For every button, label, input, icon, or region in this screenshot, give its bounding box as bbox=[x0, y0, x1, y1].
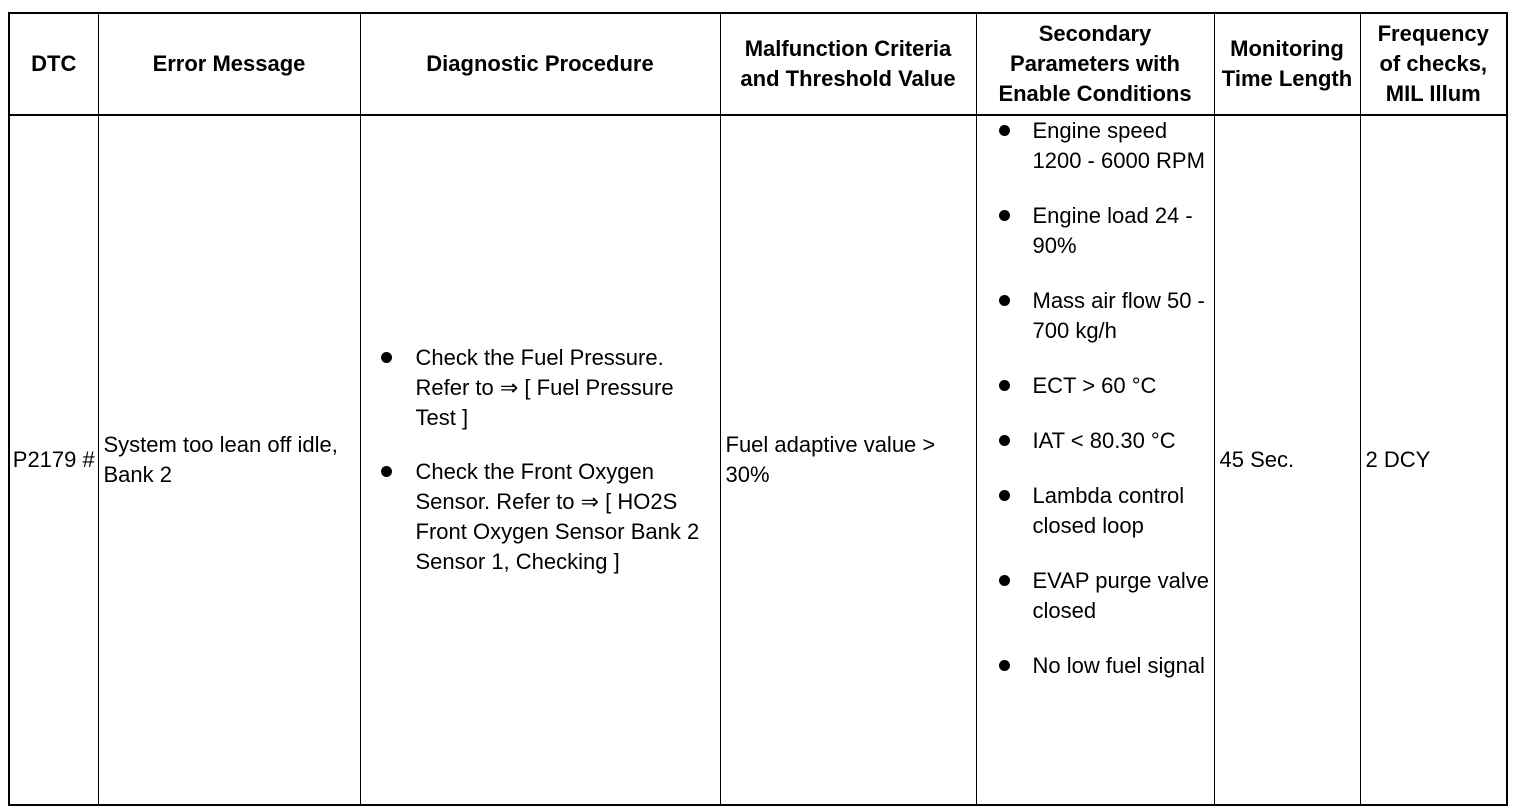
parameter-text: Lambda control closed loop bbox=[1032, 483, 1185, 538]
list-item bbox=[999, 566, 1210, 626]
list-item bbox=[999, 286, 1210, 346]
table-row bbox=[9, 115, 1507, 805]
bullet-icon bbox=[381, 466, 392, 477]
diagnostic-procedure-cell bbox=[360, 115, 720, 805]
bullet-icon bbox=[999, 435, 1010, 446]
parameter-text: IAT < 80.30 °C bbox=[1032, 428, 1176, 453]
procedure-text: Check the Front Oxygen Sensor. Refer to ⇒ [ HO2S Front Oxygen Sensor Bank 2 Sensor 1, Checking ] bbox=[415, 459, 700, 574]
secondary-parameters-cell bbox=[976, 115, 1214, 805]
parameter-text: Engine speed 1200 - 6000 RPM bbox=[1032, 118, 1205, 173]
dtc-table bbox=[8, 12, 1508, 806]
bullet-icon bbox=[999, 380, 1010, 391]
list-item bbox=[999, 116, 1210, 176]
bullet-icon bbox=[999, 575, 1010, 586]
list-item bbox=[999, 201, 1210, 261]
dtc-code: P2179 # bbox=[9, 115, 98, 805]
list-item bbox=[999, 426, 1210, 456]
parameter-text: Engine load 24 - 90% bbox=[1032, 203, 1193, 258]
header-error-message: Error Message bbox=[98, 13, 360, 115]
secondary-parameters-list bbox=[999, 116, 1210, 681]
bullet-icon bbox=[999, 125, 1010, 136]
parameter-text: EVAP purge valve closed bbox=[1032, 568, 1210, 623]
bullet-icon bbox=[999, 295, 1010, 306]
list-item bbox=[381, 457, 716, 577]
bullet-icon bbox=[999, 210, 1010, 221]
header-secondary-parameters: Secondary Parameters with Enable Conditions bbox=[976, 13, 1214, 115]
parameter-text: ECT > 60 °C bbox=[1032, 373, 1157, 398]
malfunction-criteria: Fuel adaptive value > 30% bbox=[720, 115, 976, 805]
bullet-icon bbox=[999, 660, 1010, 671]
procedure-text: Check the Fuel Pressure. Refer to ⇒ [ Fuel Pressure Test ] bbox=[415, 345, 674, 430]
bullet-icon bbox=[381, 352, 392, 363]
header-dtc: DTC bbox=[9, 13, 98, 115]
header-malfunction-criteria: Malfunction Criteria and Threshold Value bbox=[720, 13, 976, 115]
header-frequency: Frequency of checks, MIL Illum bbox=[1360, 13, 1507, 115]
list-item bbox=[999, 651, 1210, 681]
monitoring-time: 45 Sec. bbox=[1214, 115, 1360, 805]
header-monitoring-time: Monitoring Time Length bbox=[1214, 13, 1360, 115]
bullet-icon bbox=[999, 490, 1010, 501]
list-item bbox=[999, 371, 1210, 401]
header-diagnostic-procedure: Diagnostic Procedure bbox=[360, 13, 720, 115]
list-item bbox=[999, 481, 1210, 541]
parameter-text: No low fuel signal bbox=[1032, 653, 1205, 678]
parameter-text: Mass air flow 50 - 700 kg/h bbox=[1032, 288, 1205, 343]
frequency: 2 DCY bbox=[1360, 115, 1507, 805]
error-message: System too lean off idle, Bank 2 bbox=[98, 115, 360, 805]
list-item bbox=[381, 343, 716, 433]
header-row bbox=[9, 13, 1507, 115]
procedure-list bbox=[381, 343, 716, 577]
